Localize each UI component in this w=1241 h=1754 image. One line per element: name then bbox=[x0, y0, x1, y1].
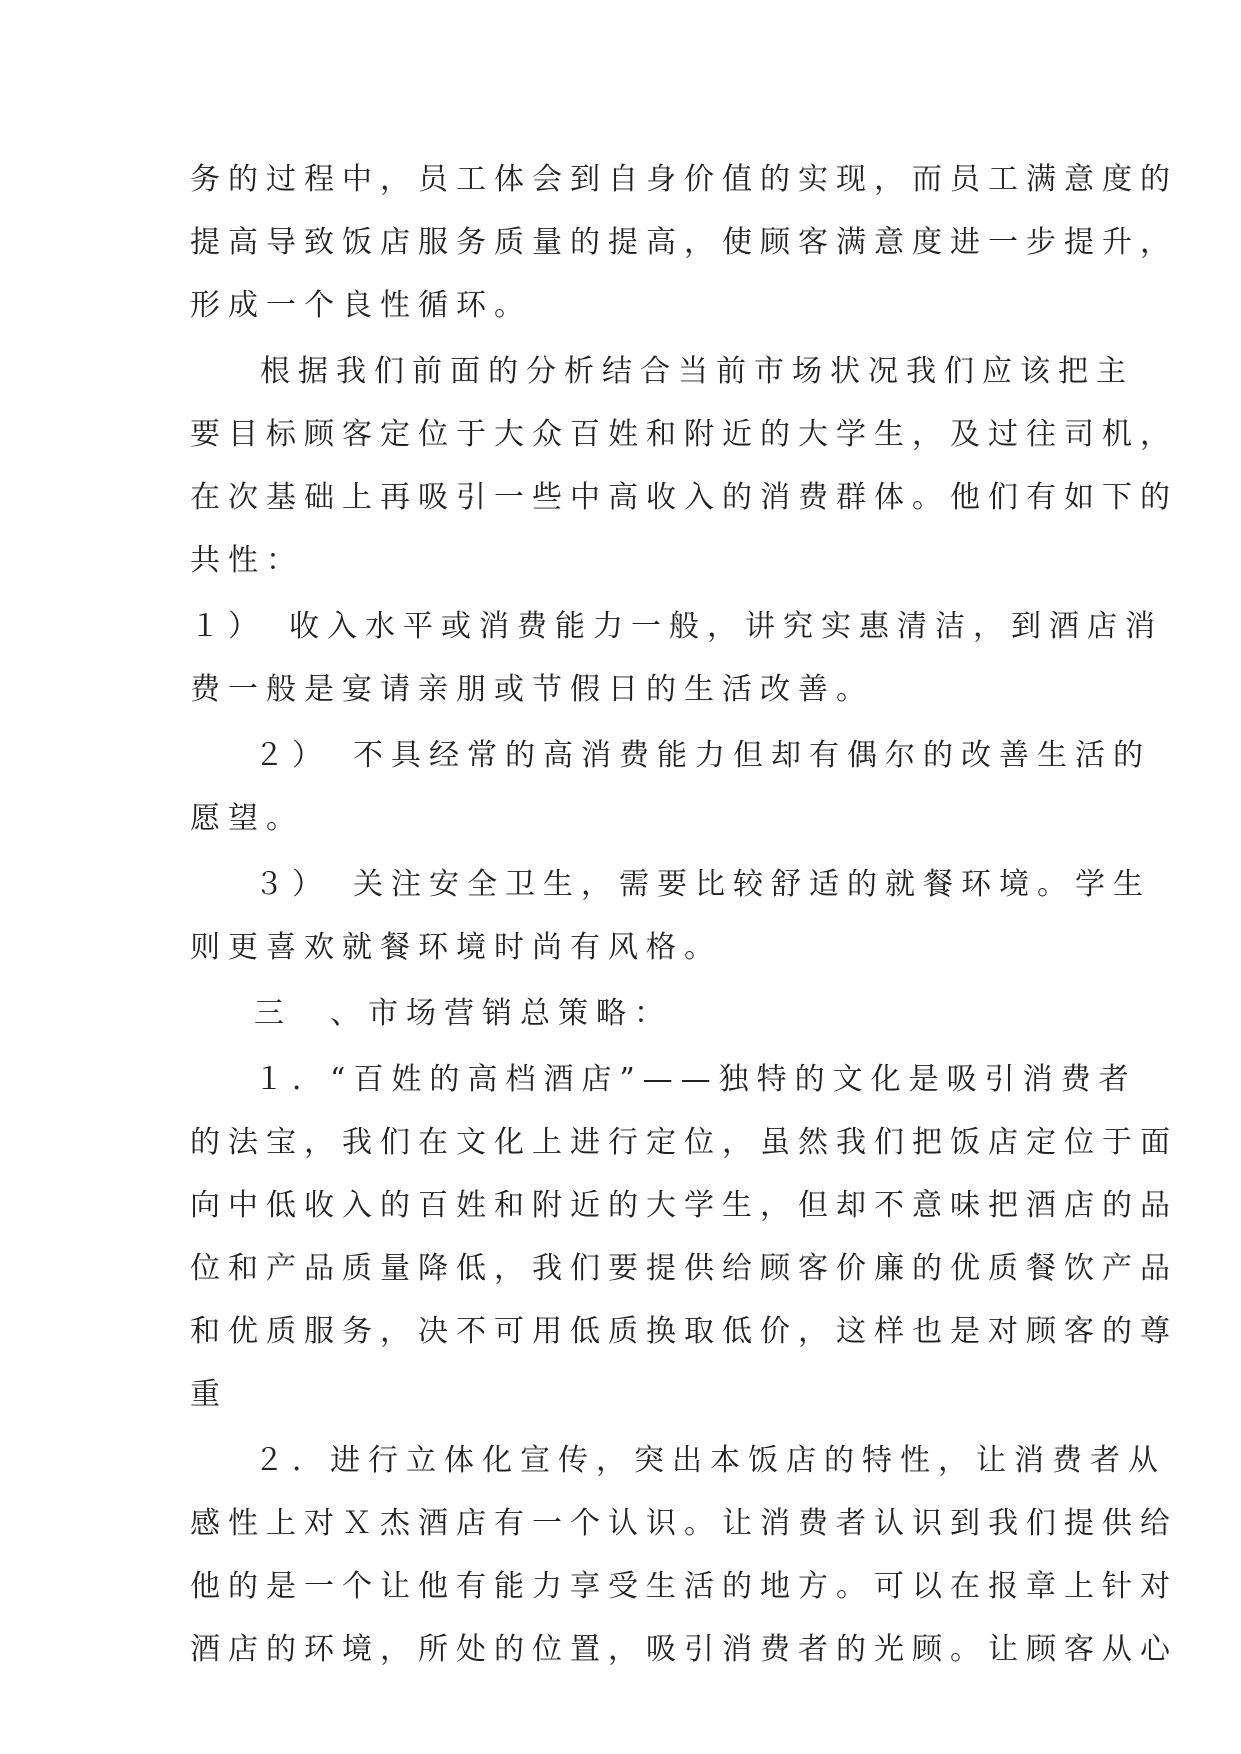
text-line: 愿望。 bbox=[190, 801, 304, 836]
text-line: 则更喜欢就餐环境时尚有风格。 bbox=[190, 930, 722, 965]
text-line: 重 bbox=[190, 1377, 228, 1412]
text-line: 形成一个良性循环。 bbox=[190, 288, 532, 323]
list-item-line: １） 收入水平或消费能力一般，讲究实惠清洁，到酒店消 bbox=[190, 609, 1163, 644]
text-line: 要目标顾客定位于大众百姓和附近的大学生，及过往司机， bbox=[190, 417, 1178, 452]
text-line: １．“百姓的高档酒店”——独特的文化是吸引消费者 bbox=[254, 1062, 1137, 1097]
text-line: 提高导致饭店服务质量的提高，使顾客满意度进一步提升， bbox=[190, 225, 1178, 260]
text-line: 的法宝，我们在文化上进行定位，虽然我们把饭店定位于面 bbox=[190, 1125, 1178, 1160]
text-line: 在次基础上再吸引一些中高收入的消费群体。他们有如下的 bbox=[190, 480, 1178, 515]
text-line: 和优质服务，决不可用低质换取低价，这样也是对顾客的尊 bbox=[190, 1314, 1178, 1349]
list-item-line: ３） 关注安全卫生，需要比较舒适的就餐环境。学生 bbox=[254, 867, 1151, 902]
text-line: 他的是一个让他有能力享受生活的地方。可以在报章上针对 bbox=[190, 1569, 1178, 1604]
text-line: 酒店的环境，所处的位置，吸引消费者的光顾。让顾客从心 bbox=[190, 1632, 1178, 1667]
text-line: 共性： bbox=[190, 543, 304, 578]
text-line: ２．进行立体化宣传，突出本饭店的特性，让消费者从 bbox=[254, 1443, 1166, 1478]
section-heading: 三 、市场营销总策略： bbox=[254, 996, 672, 1031]
text-line: 费一般是宴请亲朋或节假日的生活改善。 bbox=[190, 672, 874, 707]
text-line: 向中低收入的百姓和附近的大学生，但却不意味把酒店的品 bbox=[190, 1188, 1178, 1223]
text-line: 务的过程中，员工体会到自身价值的实现，而员工满意度的 bbox=[190, 162, 1178, 197]
list-item-line: ２） 不具经常的高消费能力但却有偶尔的改善生活的 bbox=[254, 738, 1151, 773]
text-line: 感性上对Ｘ杰酒店有一个认识。让消费者认识到我们提供给 bbox=[190, 1506, 1178, 1541]
text-line: 位和产品质量降低，我们要提供给顾客价廉的优质餐饮产品 bbox=[190, 1251, 1178, 1286]
text-line: 根据我们前面的分析结合当前市场状况我们应该把主 bbox=[260, 354, 1134, 389]
document-body bbox=[190, 158, 1178, 1672]
